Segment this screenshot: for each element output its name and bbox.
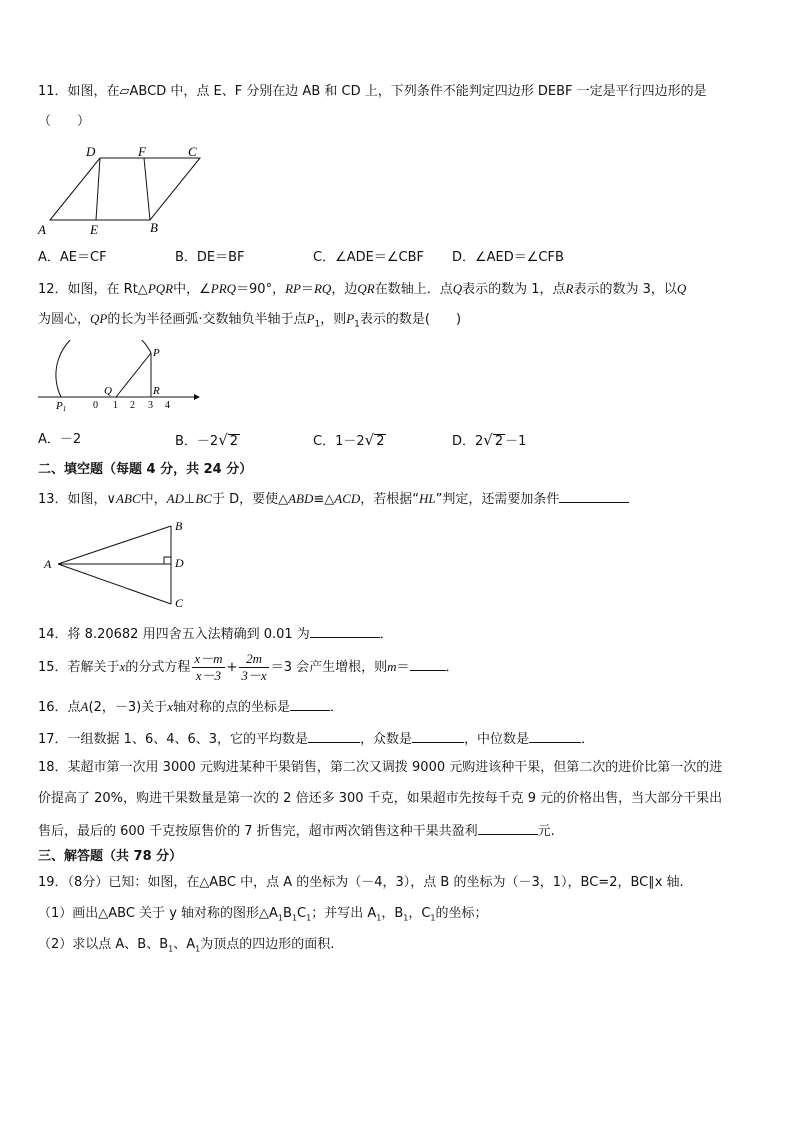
- q12-option-c: C．1－2√ 2: [313, 431, 385, 449]
- q19-part2: （2）求以点 A、B、$B_1$、$A_1$为顶点的四边形的面积.: [38, 937, 335, 954]
- q18-line3: 售后，最后的 600 千克按原售价的 7 折售完，超市两次销售这种干果共盈利 元.: [38, 820, 555, 841]
- q13-label-D: D: [175, 556, 184, 570]
- q11-label-A: A: [38, 222, 46, 237]
- q18-answer-blank[interactable]: [478, 820, 538, 835]
- q17-stem: 17．一组数据 1、6、4、6、3，它的平均数是 ，众数是 ，中位数是 ．: [38, 728, 594, 749]
- q12-tick-2: 2: [130, 400, 135, 411]
- q12-option-b: B．－2√ 2: [175, 431, 239, 449]
- q15-fraction-2: $\frac{2m}{3-x}$: [241, 651, 267, 683]
- q13-stem: 13．如图，∨ABC中，AD⊥BC于 D，要使△ABD≌△ACD，若根据“HL”判定，还需要加条件: [38, 488, 629, 509]
- q11-label-F: F: [138, 144, 146, 159]
- q12-stem-line2: 为圆心，QP的长为半径画弧·交数轴负半轴于点$P_1$，则$P_1$表示的数是( ): [38, 311, 462, 330]
- q11-figure: [30, 140, 210, 238]
- q12-tick-0: 0: [93, 400, 98, 411]
- q11-paren: （ ）: [38, 114, 91, 129]
- q12-label-R: R: [153, 385, 160, 397]
- section-fill-in-heading: 二、填空题（每题 4 分，共 24 分）: [38, 462, 253, 477]
- q11-option-c: C．∠ADE＝∠CBF: [313, 250, 424, 265]
- q13-label-B: B: [175, 519, 183, 533]
- q13-label-A: A: [44, 557, 52, 571]
- q13-label-C: C: [175, 596, 184, 610]
- q13-answer-blank[interactable]: [559, 488, 629, 503]
- q16-answer-blank[interactable]: [290, 696, 330, 711]
- q12-label-P1: P1: [56, 400, 67, 412]
- q18-line2: 价提高了 20%，购进干果数量是第一次的 2 倍还多 300 千克，如果超市先按每千克 9 元的价格出售，当大部分干果出: [38, 791, 723, 806]
- q12-option-d: D．2√ 2 －1: [452, 431, 527, 449]
- q18-line1: 18．某超市第一次用 3000 元购进某种干果销售，第二次又调拨 9000 元购进该种干果，但第二次的进价比第一次的进: [38, 760, 723, 775]
- q17-mode-blank[interactable]: [412, 728, 464, 743]
- q19-part1: （1）画出△ABC 关于 y 轴对称的图形$\triangle A_1B_1C_1$；并写出 $A_1$，$B_1$，$C_1$的坐标；: [38, 906, 488, 923]
- q11-label-E: E: [90, 222, 98, 237]
- q17-median-blank[interactable]: [529, 728, 581, 743]
- q11-option-a: A．AE＝CF: [38, 250, 107, 265]
- q12-figure: [34, 340, 204, 412]
- q12-tick-3: 3: [148, 400, 153, 411]
- q11-option-b: B．DE＝BF: [175, 250, 245, 265]
- q15-answer-blank[interactable]: [410, 656, 446, 671]
- q12-option-a: A．－2: [38, 432, 82, 447]
- q11-label-D: D: [86, 144, 96, 159]
- q11-option-d: D．∠AED＝∠CFB: [452, 250, 564, 265]
- q12-label-Q: Q: [104, 385, 112, 397]
- q19-stem: 19．（8分）已知：如图，在△ABC 中，点 A 的坐标为（－4，3），点 B 的坐标为（－3，1），BC=2，BC∥x 轴.: [38, 875, 684, 890]
- q12-stem-line1: 12．如图，在 Rt△PQR中，∠PRQ＝90°，RP＝RQ，边QR在数轴上．点Q表示的数为 1，点R表示的数为 3，以Q: [38, 281, 687, 297]
- q12-tick-1: 1: [113, 400, 118, 411]
- q14-answer-blank[interactable]: [310, 623, 380, 638]
- q16-stem: 16．点A(2，－3)关于x轴对称的点的坐标是 ．: [38, 696, 343, 717]
- q11-label-C: C: [188, 144, 197, 159]
- q11-label-B: B: [150, 220, 158, 235]
- q11-stem: 11．如图，在▱ABCD 中，点 E、F 分别在边 AB 和 CD 上，下列条件不能判定四边形 DEBF 一定是平行四边形的是: [38, 84, 707, 99]
- q12-label-P: P: [153, 347, 160, 359]
- section-solve-heading: 三、解答题（共 78 分）: [38, 849, 183, 864]
- q13-figure: [40, 516, 190, 612]
- q15-fraction-1: $\frac{x-m}{x-3}$: [194, 651, 223, 683]
- q17-mean-blank[interactable]: [308, 728, 360, 743]
- q14-stem: 14．将 8.20682 用四舍五入法精确到 0.01 为 ．: [38, 623, 393, 644]
- q12-tick-4: 4: [165, 400, 170, 411]
- q15-stem: 15．若解关于x的分式方程 $\frac{x-m}{x-3}$ + $\frac{2m}{3-x}$ ＝3 会产生增根，则m＝ ．: [38, 651, 459, 683]
